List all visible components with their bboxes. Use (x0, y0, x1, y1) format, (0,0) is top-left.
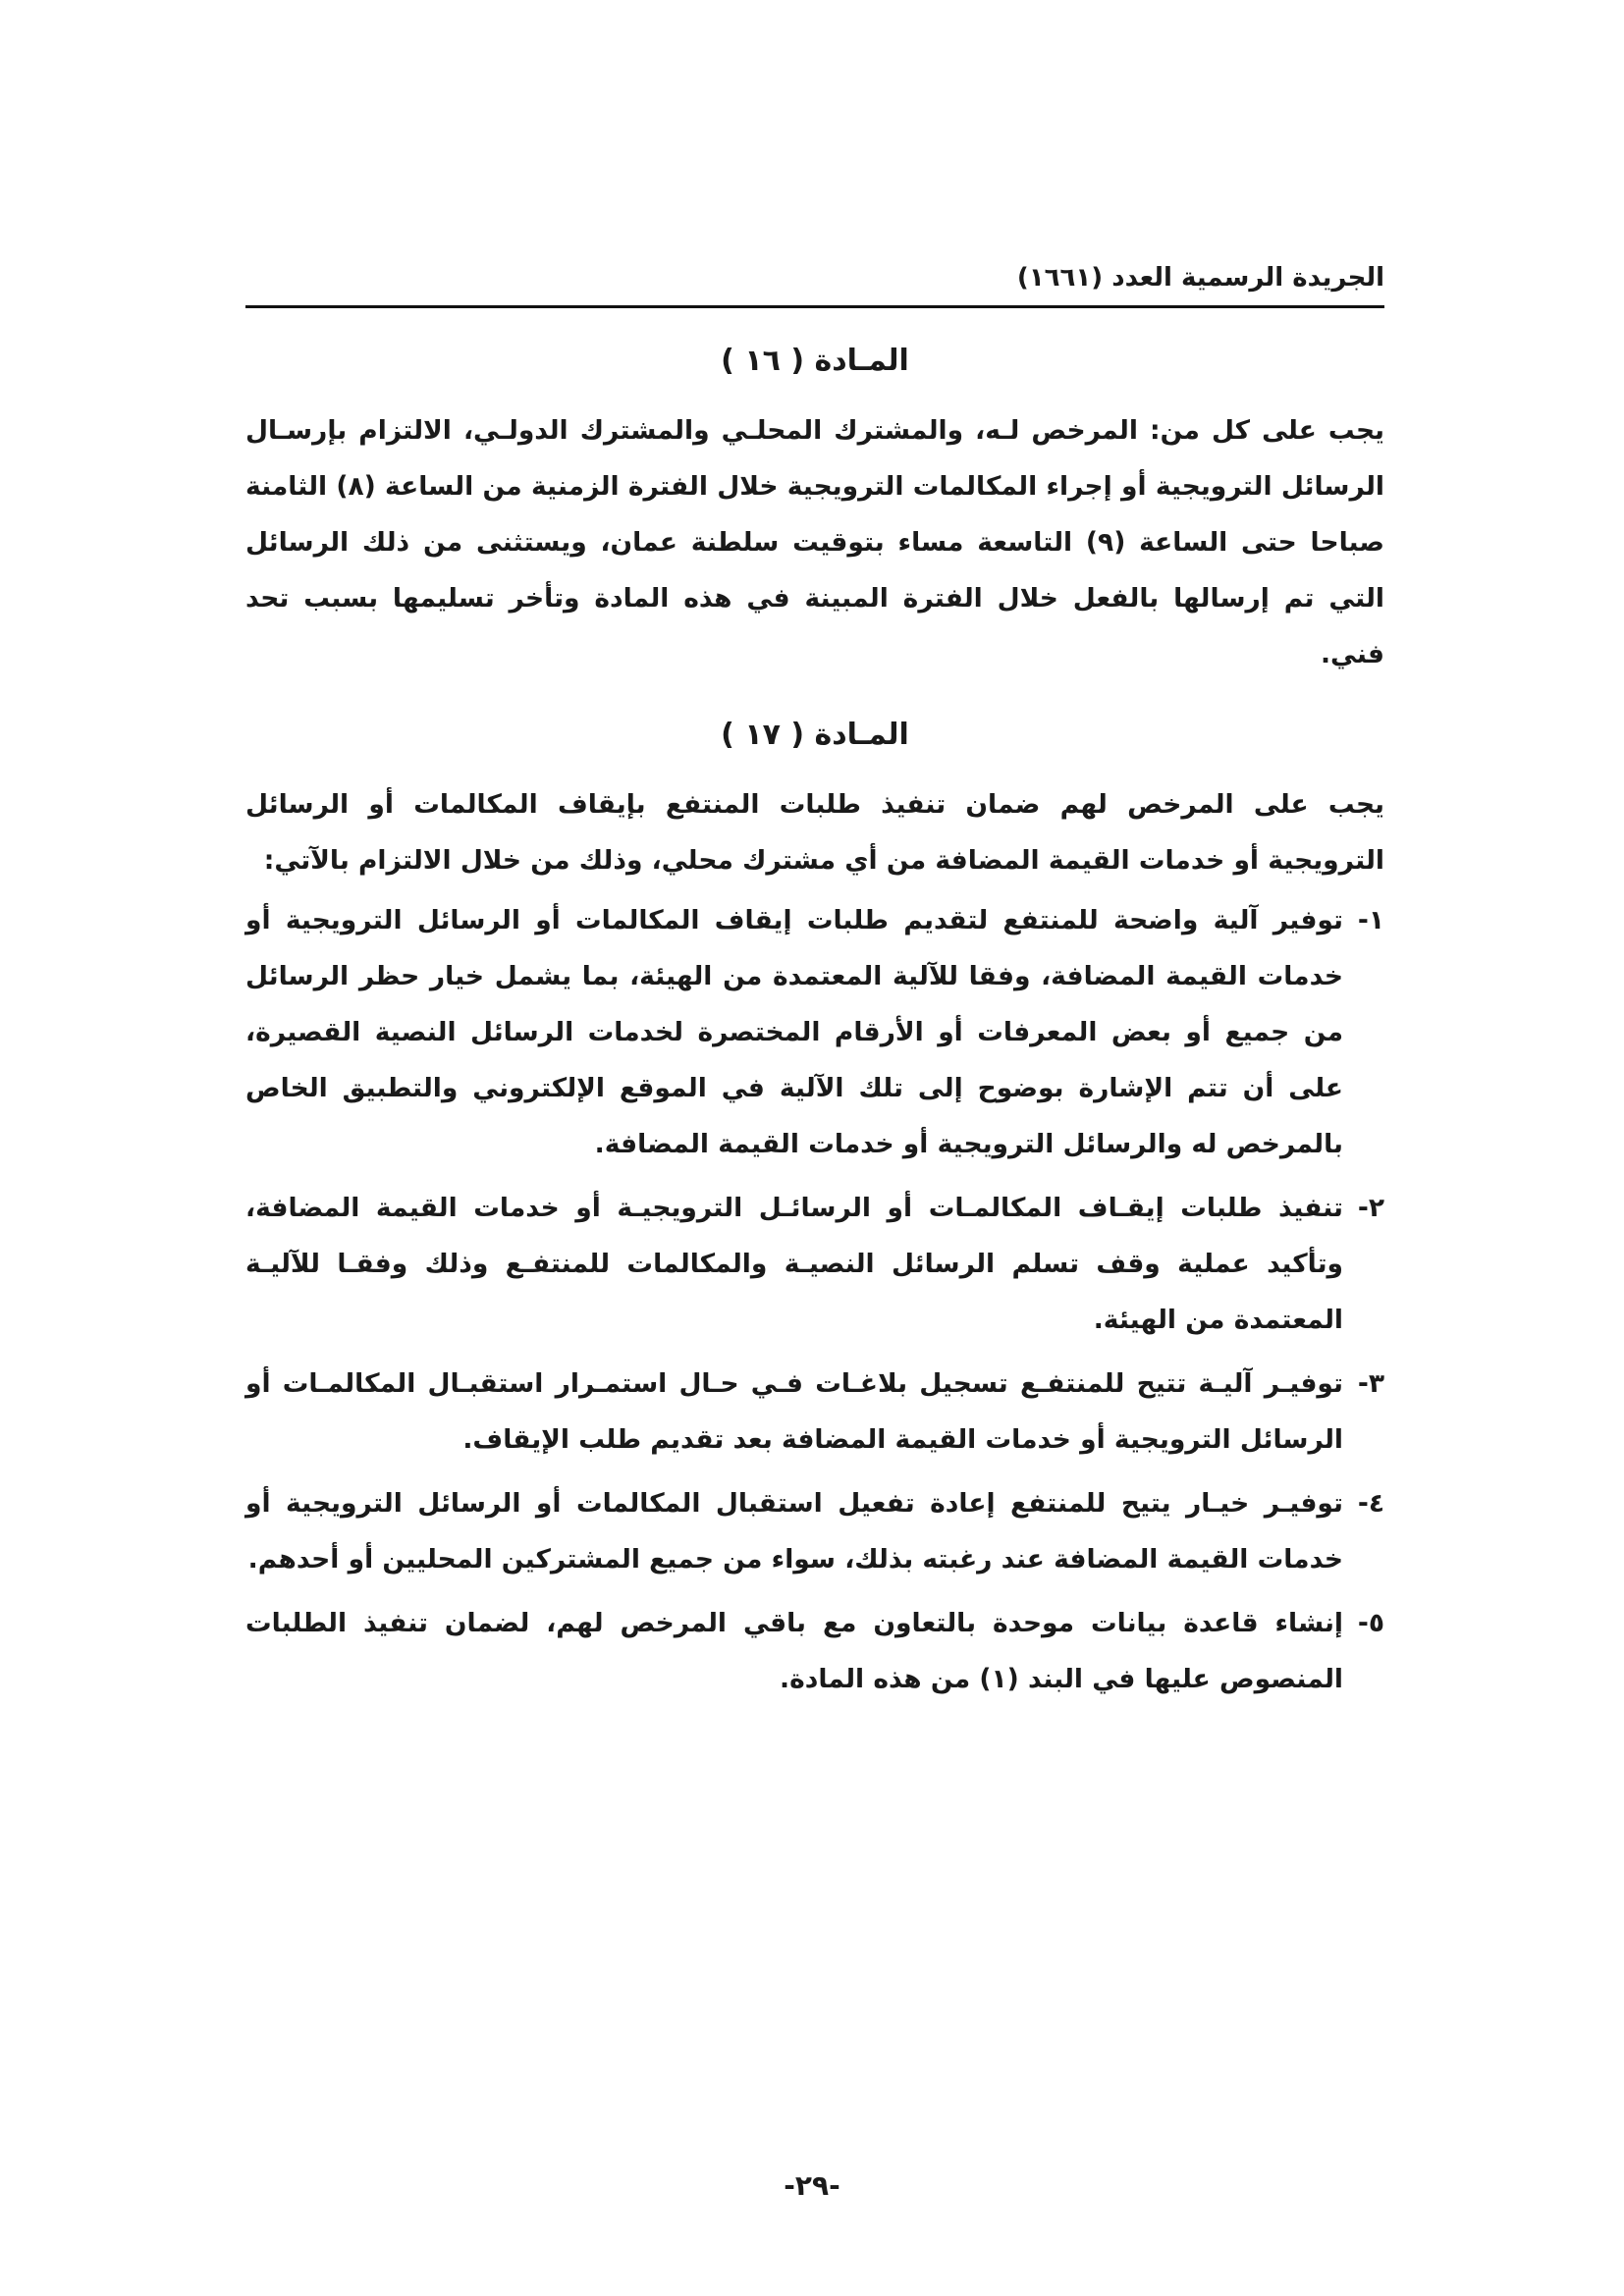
list-item-text: توفيـر آليـة تتيح للمنتفـع تسجيل بلاغـات فـي حـال استمـرار استقبـال المكالمـات أو الرسائل الترويجية أو خدمات القيمة المضافة بعد تقديم طلب الإيقاف. (245, 1368, 1343, 1455)
list-item-number: ٣- (1357, 1368, 1384, 1399)
gazette-header-title: الجريدة الرسمية العدد (١٦٦١) (1016, 263, 1384, 293)
article-17-list (245, 892, 1384, 1707)
list-item (245, 892, 1384, 1172)
list-item (245, 1180, 1384, 1348)
list-item-text: إنشاء قاعدة بيانات موحدة بالتعاون مع باقي المرخص لهم، لضمان تنفيذ الطلبات المنصوص عليها في البند (١) من هذه المادة. (245, 1608, 1343, 1694)
list-item (245, 1475, 1384, 1587)
list-item-number: ١- (1357, 905, 1384, 935)
list-item-number: ٤- (1357, 1488, 1384, 1519)
list-item-number: ٥- (1357, 1608, 1384, 1638)
list-item-text: توفيـر خيـار يتيح للمنتفع إعادة تفعيل استقبال المكالمات أو الرسائل الترويجية أو خدمات القيمة المضافة عند رغبته بذلك، سواء من جميع المشتركين المحليين أو أحدهم. (245, 1488, 1343, 1575)
article-17 (245, 716, 1384, 1707)
article-16 (245, 342, 1384, 682)
document-page (245, 260, 1384, 1715)
page-number: -٢٩- (784, 2169, 840, 2202)
header-divider (245, 305, 1384, 308)
list-item-text: توفير آلية واضحة للمنتفع لتقديم طلبات إيقاف المكالمات أو الرسائل الترويجية أو خدمات القيمة المضافة، وفقا للآلية المعتمدة من الهيئة، بما يشمل خيار حظر الرسائل من جميع أو بعض المعرفات أو الأرقام المختصرة لخدمات الرسائل النصية القصيرة، على أن تتم الإشارة بوضوح إلى تلك الآلية في الموقع الإلكتروني والتطبيق الخاص بالمرخص له والرسائل الترويجية أو خدمات القيمة المضافة. (245, 905, 1343, 1159)
article-17-heading: المـادة ( ١٧ ) (721, 718, 909, 752)
list-item (245, 1595, 1384, 1707)
article-17-intro-paragraph: يجب على المرخص لهم ضمان تنفيذ طلبات المنتفع بإيقاف المكالمات أو الرسائل الترويجية أو خدمات القيمة المضافة من أي مشترك محلي، وذلك من خلال الالتزام بالآتي: (245, 789, 1384, 876)
list-item-number: ٢- (1357, 1193, 1384, 1223)
article-16-heading: المـادة ( ١٦ ) (721, 344, 909, 378)
list-item-text: تنفيذ طلبات إيقـاف المكالمـات أو الرسائـل الترويجيـة أو خدمات القيمة المضافة، وتأكيد عملية وقف تسلم الرسائل النصيـة والمكالمات للمنتفـع وذلك وفقـا للآليـة المعتمدة من الهيئة. (245, 1193, 1343, 1335)
article-16-paragraph: يجب على كل من: المرخص لـه، والمشترك المحلـي والمشترك الدولـي، الالتزام بإرسـال الرسائل الترويجية أو إجراء المكالمات الترويجية خلال الفترة الزمنية من الساعة (٨) الثامنة صباحا حتى الساعة (٩) التاسعة مساء بتوقيت سلطنة عمان، ويستثنى من ذلك الرسائل التي تم إرسالها بالفعل خلال الفترة المبينة في هذه المادة وتأخر تسليمها بسبب تحد فني. (245, 415, 1384, 669)
list-item (245, 1356, 1384, 1468)
